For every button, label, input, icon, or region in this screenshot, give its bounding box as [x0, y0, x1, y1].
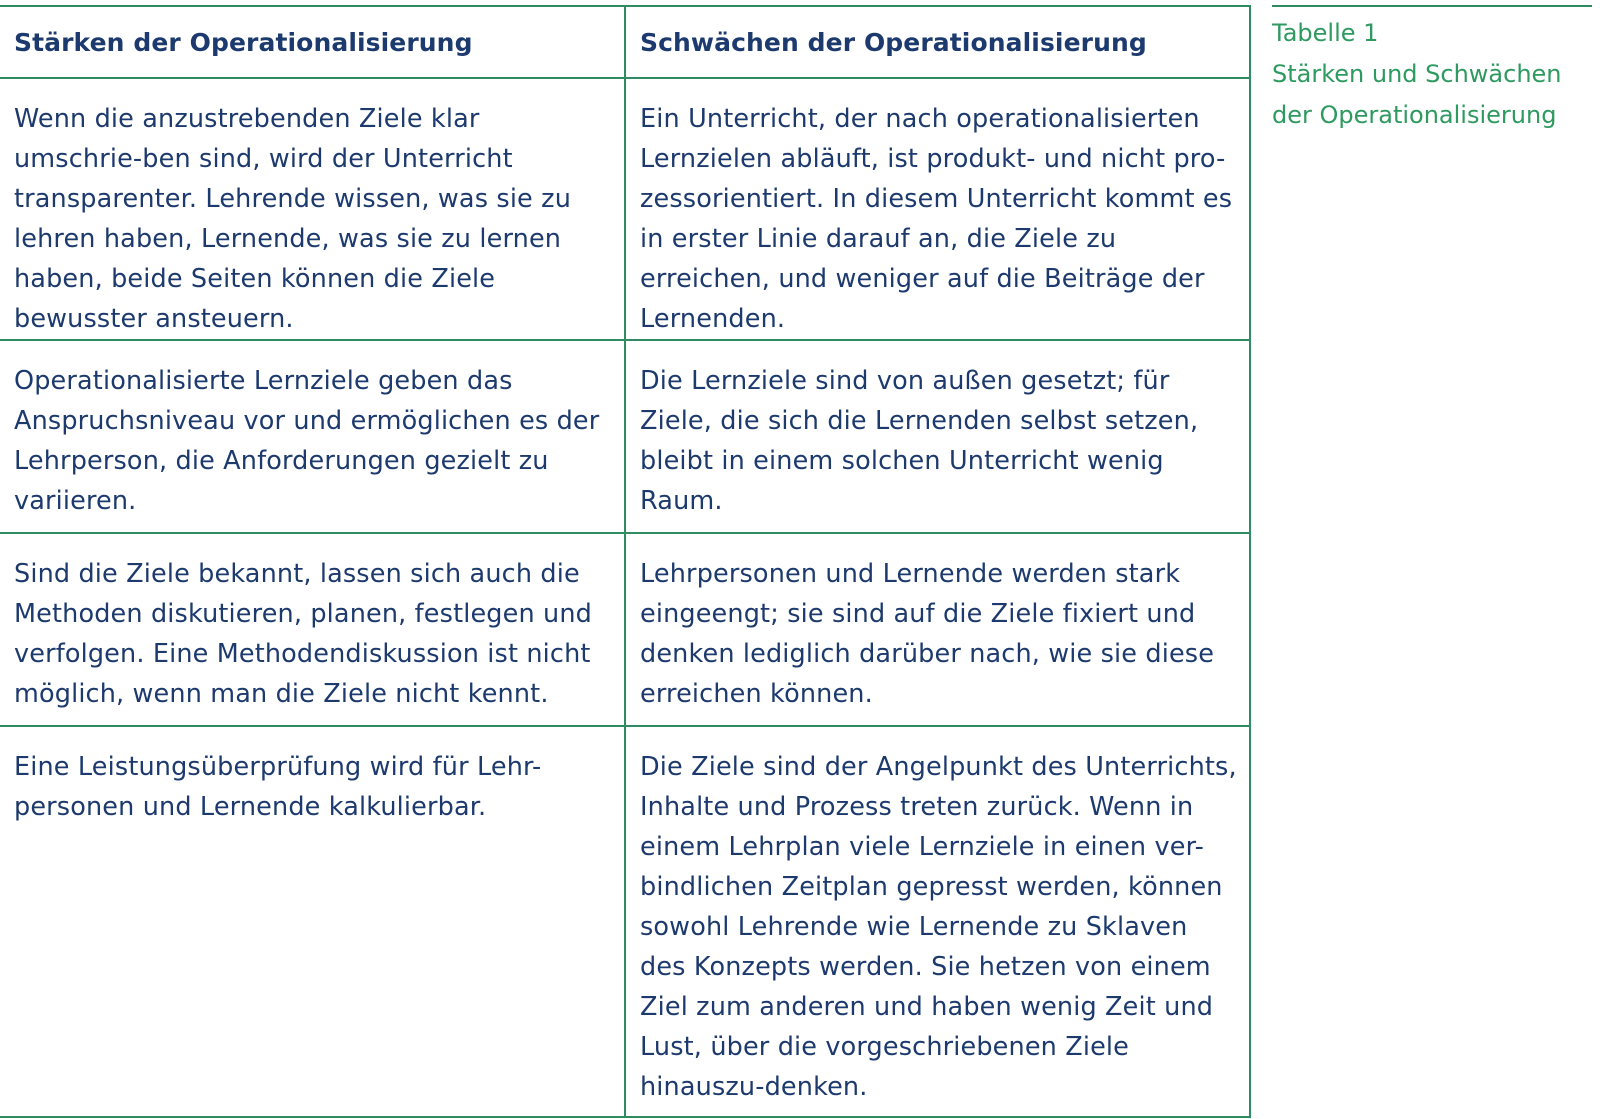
table-row: [0, 726, 1250, 1117]
table-row: [0, 533, 1250, 726]
header-strengths: Stärken der Operationalisierung: [0, 6, 625, 78]
comparison-table-wrapper: [0, 5, 1250, 1118]
weakness-cell: Ein Unterricht, der nach operationalisierten Lernzielen abläuft, ist produkt- und nicht pro-zessorientiert. In diesem Unterricht kommt es in erster Linie darauf an, die Ziele zu erreichen, und weniger auf die Beiträge der Lernenden.: [625, 78, 1250, 340]
table-caption: [1272, 5, 1592, 136]
strength-cell: Operationalisierte Lernziele geben das Anspruchsniveau vor und ermöglichen es der Lehrperson, die Anforderungen gezielt zu variieren.: [0, 340, 625, 533]
table-header-row: [0, 6, 1250, 78]
weakness-cell: Die Ziele sind der Angelpunkt des Unterrichts, Inhalte und Prozess treten zurück. Wenn in einem Lehrplan viele Lernziele in einen ver-bindlichen Zeitplan gepresst werden, können sowohl Lehrende wie Lernende zu Sklaven des Konzepts werden. Sie hetzen von einem Ziel zum anderen und haben wenig Zeit und Lust, über die vorgeschriebenen Ziele hinauszu-denken.: [625, 726, 1250, 1117]
strength-cell: Eine Leistungsüberprüfung wird für Lehr-personen und Lernende kalkulierbar.: [0, 726, 625, 1117]
strength-cell: Wenn die anzustrebenden Ziele klar umschrie-ben sind, wird der Unterricht transparenter. Lehrende wissen, was sie zu lehren haben, Lernende, was sie zu lernen haben, beide Seiten können die Ziele bewusster ansteuern.: [0, 78, 625, 340]
weakness-cell: Lehrpersonen und Lernende werden stark eingeengt; sie sind auf die Ziele fixiert und denken lediglich darüber nach, wie sie diese erreichen können.: [625, 533, 1250, 726]
strength-cell: Sind die Ziele bekannt, lassen sich auch die Methoden diskutieren, planen, festlegen und verfolgen. Eine Methodendiskussion ist nicht möglich, wenn man die Ziele nicht kennt.: [0, 533, 625, 726]
table-row: [0, 340, 1250, 533]
table-row: [0, 78, 1250, 340]
header-weaknesses: Schwächen der Operationalisierung: [625, 6, 1250, 78]
caption-title-line1: Stärken und Schwächen: [1272, 60, 1562, 88]
strengths-weaknesses-table: [0, 5, 1251, 1118]
caption-title-line2: der Operationalisierung: [1272, 101, 1557, 129]
weakness-cell: Die Lernziele sind von außen gesetzt; für Ziele, die sich die Lernenden selbst setzen, bleibt in einem solchen Unterricht wenig Raum.: [625, 340, 1250, 533]
caption-label: Tabelle 1: [1272, 19, 1379, 47]
